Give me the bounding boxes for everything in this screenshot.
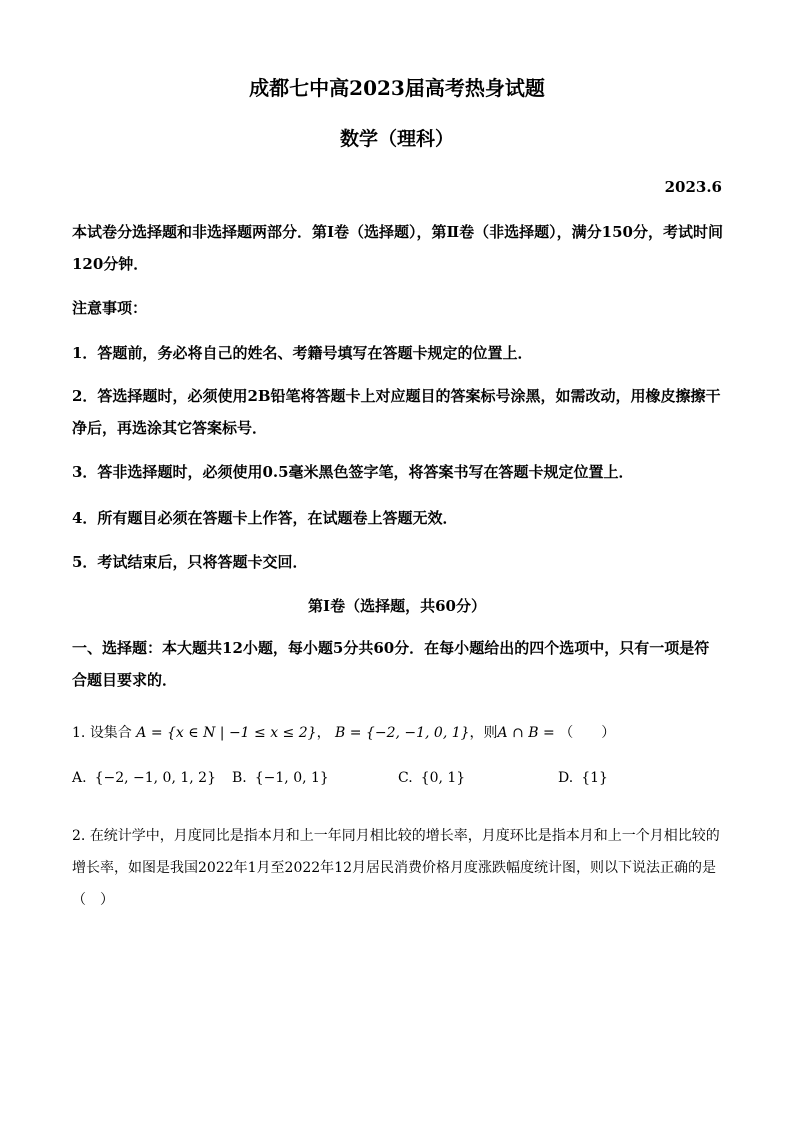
option-c bbox=[398, 770, 465, 786]
question-2 bbox=[72, 820, 724, 916]
question-number: 1. bbox=[72, 725, 86, 741]
intro-paragraph: 本试卷分选择题和非选择题两部分．第Ⅰ卷（选择题），第Ⅱ卷（非选择题），满分150分，考试时间120分钟． bbox=[72, 223, 723, 273]
option-value: {−1, 0, 1} bbox=[254, 770, 329, 786]
question-stem-suffix: ，则 bbox=[469, 725, 498, 741]
notice-heading: 注意事项： bbox=[72, 299, 148, 317]
notice-item: 3．答非选择题时，必须使用0.5毫米黑色签字笔，将答案书写在答题卡规定位置上． bbox=[72, 463, 634, 481]
exam-title: 成都七中高2023届高考热身试题 bbox=[249, 76, 545, 100]
question-1-options bbox=[72, 770, 724, 800]
section-instructions: 一、选择题：本大题共12小题，每小题5分共60分．在每小题给出的四个选项中，只有一项是符合题目要求的． bbox=[72, 639, 710, 689]
set-a-expression: A = {x ∈ N | −1 ≤ x ≤ 2} bbox=[136, 725, 317, 741]
intersection-expression: A ∩ B = bbox=[497, 725, 555, 741]
question-1 bbox=[72, 718, 724, 748]
question-number: 2. bbox=[72, 828, 86, 844]
option-label: C. bbox=[398, 770, 413, 786]
set-b-expression: B = {−2, −1, 0, 1} bbox=[335, 725, 470, 741]
option-d bbox=[558, 770, 608, 786]
notice-item: 4．所有题目必须在答题卡上作答，在试题卷上答题无效． bbox=[72, 509, 458, 527]
option-value: {−2, −1, 0, 1, 2} bbox=[94, 770, 216, 786]
option-a bbox=[72, 770, 216, 786]
notice-item: 1．答题前，务必将自己的姓名、考籍号填写在答题卡规定的位置上． bbox=[72, 344, 533, 362]
exam-subtitle: 数学（理科） bbox=[339, 128, 454, 150]
option-b bbox=[232, 770, 329, 786]
notice-item: 5．考试结束后，只将答题卡交回． bbox=[72, 553, 308, 571]
option-value: {0, 1} bbox=[420, 770, 466, 786]
question-stem-prefix: 设集合 bbox=[89, 725, 132, 741]
question-stem: 在统计学中，月度同比是指本月和上一年同月相比较的增长率，月度环比是指本月和上一个月相比较的增长率，如图是我国2022年1月至2022年12月居民消费价格月度涨跌幅度统计图，则以下说法正确的是（ ） bbox=[72, 828, 720, 908]
separator: ， bbox=[316, 725, 331, 741]
option-label: D. bbox=[558, 770, 574, 786]
option-label: B. bbox=[232, 770, 247, 786]
option-value: {1} bbox=[581, 770, 608, 786]
answer-blank: （ ） bbox=[559, 725, 616, 741]
notice-item: 2．答选择题时，必须使用2B铅笔将答题卡上对应题目的答案标号涂黑，如需改动，用橡皮擦擦干净后，再选涂其它答案标号． bbox=[72, 387, 721, 437]
section-heading: 第Ⅰ卷（选择题，共60分） bbox=[308, 597, 486, 615]
exam-date: 2023.6 bbox=[664, 178, 722, 196]
option-label: A. bbox=[72, 770, 87, 786]
